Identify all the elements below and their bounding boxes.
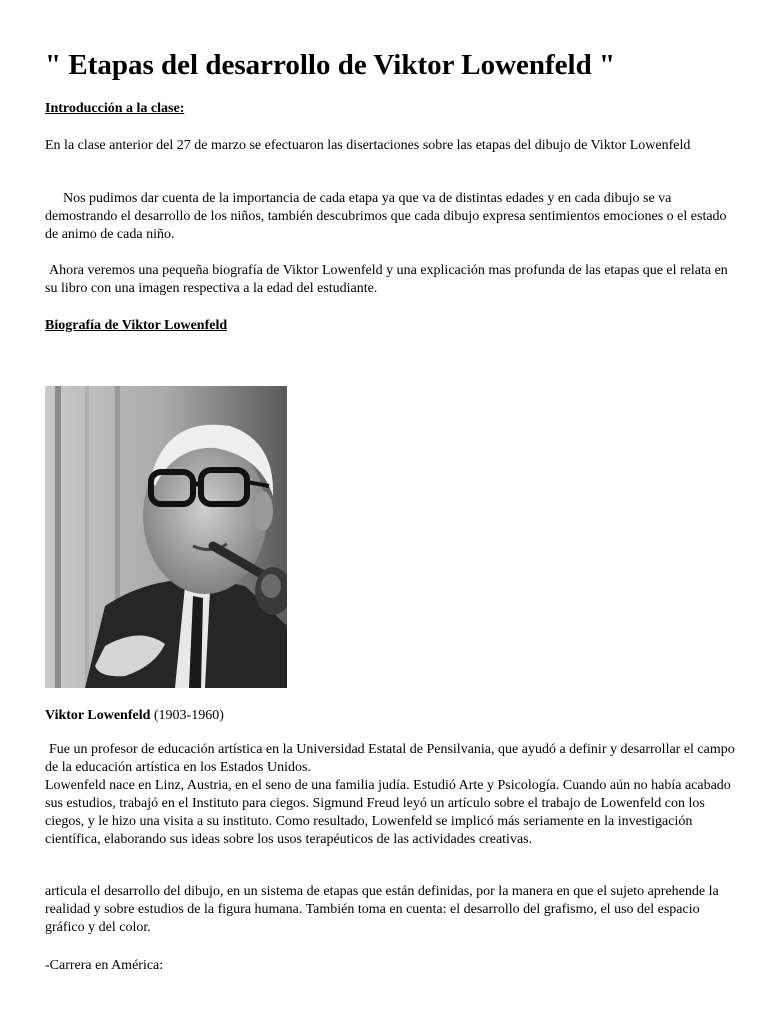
bio-paragraph-3: -Carrera en América: <box>45 958 164 973</box>
portrait-photo <box>45 386 287 688</box>
intro-paragraph-2: Nos pudimos dar cuenta de la importancia de cada etapa ya que va de distintas edades y en cada dibujo se va demostrando el desarrollo de los niños, también descubrimos que cada dibujo expresa sentimientos emociones o el estado de animo de cada niño. <box>45 191 727 242</box>
bio-name: Viktor Lowenfeld <box>45 708 151 723</box>
page-title: " Etapas del desarrollo de Viktor Lowenfeld " <box>45 49 616 81</box>
bio-paragraph-1b: Lowenfeld nace en Linz, Austria, en el seno de una familia judía. Estudió Arte y Psicología. Cuando aún no había acabado sus estudios, trabajó en el Instituto para ciegos. Sigmund Freud leyó un artículo sobre el trabajo de Lowenfeld con los ciegos, y le hizo una visita a su instituto. Como resultado, Lowenfeld se implicó más seriamente en la investigación científica, elaborando sus ideas sobre los usos terapéuticos de las actividades creativas. <box>45 778 731 847</box>
biography-heading: Biografía de Viktor Lowenfeld <box>45 318 228 333</box>
bio-name-line <box>45 707 735 725</box>
bio-paragraph-1a: Fue un profesor de educación artística en la Universidad Estatal de Pensilvania, que ayudó a definir y desarrollar el campo de la educación artística en los Estados Unidos. <box>45 742 735 775</box>
intro-heading: Introducción a la clase: <box>45 101 185 116</box>
bio-years: (1903-1960) <box>153 708 224 723</box>
intro-paragraph-3: Ahora veremos una pequeña biografía de Viktor Lowenfeld y una explicación mas profunda de las etapas que el relata en su libro con una imagen respectiva a la edad del estudiante. <box>45 263 728 296</box>
bio-paragraph-2: articula el desarrollo del dibujo, en un sistema de etapas que están definidas, por la manera en que el sujeto aprehende la realidad y sobre estudios de la figura humana. También toma en cuenta: el desarrollo del grafismo, el uso del espacio gráfico y del color. <box>45 884 719 935</box>
intro-paragraph-1: En la clase anterior del 27 de marzo se efectuaron las disertaciones sobre las etapas del dibujo de Viktor Lowenfeld <box>45 138 691 153</box>
